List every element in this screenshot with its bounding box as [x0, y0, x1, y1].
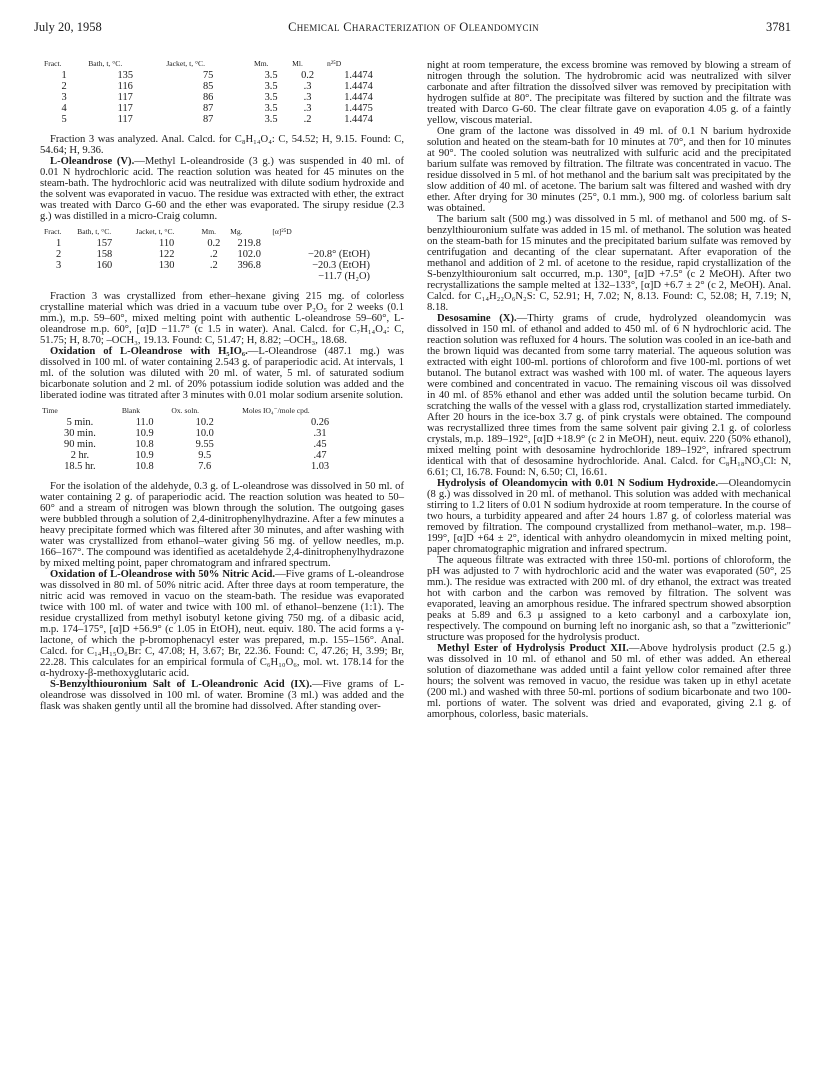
section-heading: Desosamine (X). — [437, 313, 517, 324]
t2-jacket: 122 — [158, 249, 175, 260]
distillation-table-2 — [42, 228, 372, 282]
t2-mm: .2 — [209, 249, 218, 260]
paragraph-body: —Oleandomycin (8 g.) was dissolved in 20 ml. of methanol. This solution was added with mechanical stirring to 1.2 liters of 0.01 N sodium hydroxide at room temperature. In the course of two hours, a turbidity appeared and after 24 hours 1.87 g. of colorless material was removed by filtration. The compound crystallized from methanol–water, m.p. 198–199°, [α]D +64 ± 2°, identical with anhydro oleandomycin in mixed melting point, paper chromatographic migration and infrared spectrum. — [427, 478, 791, 555]
paragraph: For the isolation of the aldehyde, 0.3 g. of L-oleandrose was dissolved in 50 ml. of water containing 2 g. of paraperiodic acid. The reaction solution was heated to 50–60° and a stream of nitrogen was blown through the solution. The outgoing gases were bubbled through a solution of 2,4-dinitrophenylhydrazine. After a few minutes a heavy precipitate formed which was filtered after 30 minutes, and after washing with water was crystallized from ethanol–water giving 56 mg. of yellow needles, m.p. 166–167°. The compound was identified as acetaldehyde 2,4-dinitrophenylhydrazone by mixed melting point, paper chromatogram and infrared spectrum. — [40, 481, 404, 569]
t1-fract: 4 — [61, 103, 67, 114]
t3-time: 2 hr. — [70, 450, 90, 461]
t1-col-nd: n²⁵D — [327, 59, 342, 68]
paragraph-body: —Above hydrolysis product (2.5 g.) was dissolved in 10 ml. of ethanol and 50 ml. of ether was added. An ethereal solution of diazomethane was added until a faint yellow color remained after three hours; the solvent was removed in vacuo, the residue was taken up in ethyl acetate (200 ml.) and washed with three 50-ml. portions of sodium bicarbonate and two 100-ml. portions of water. The solvent was dried and evaporated, giving 2.1 g. of amorphous, colorless, basic materials. — [427, 643, 792, 720]
t2-col-bath: Bath, t, °C. — [77, 227, 112, 236]
t3-col-blank: Blank — [121, 406, 140, 415]
t1-mm: 3.5 — [264, 92, 278, 103]
t3-blank: 11.0 — [135, 417, 154, 428]
right-column — [427, 60, 791, 720]
paragraph: One gram of the lactone was dissolved in 49 ml. of 0.1 N barium hydroxide solution and heated on the steam-bath for 10 minutes at 70°, and then for 10 minutes at 90°. The cooled solution was neutralized with sulfuric acid and the precipitated barium sulfate was removed by filtration. The filtrate was concentrated in vacuo. The residue dissolved in 5 ml. of hot methanol and the barium salt was precipitated by the slow addition of 40 ml. of acetone. The barium salt was filtered and washed with dry ether. After drying for 30 minutes (25°, 0.1 mm.), 900 mg. of colorless barium salt was obtained. — [427, 126, 791, 214]
t1-nd: 1.4474 — [344, 70, 373, 81]
header-page-number: 3781 — [766, 20, 791, 34]
paragraph: The aqueous filtrate was extracted with three 150-ml. portions of chloroform, the pH was adjusted to 7 with hydrochloric acid and the water was evaporated (50°, 25 mm.). The residue was extracted with 200 ml. of dry ethanol, the extract was treated hot with carbon and the carbon was removed by filtration. The solvent was evaporated, leaving an amorphous residue. The infrared spectrum showed absorption peaks at 5.89 and 6.3 μ assigned to a keto carbonyl and a carboxylate ion, respectively. The compound on burning left no inorganic ash, so that a "zwitterionic" structure was proposed for the hydrolysis product. — [427, 555, 791, 643]
section-heading: Oxidation of L-Oleandrose with 50% Nitric Acid. — [50, 569, 276, 580]
paragraph-body: —Methyl L-oleandroside (3 g.) was suspended in 40 ml. of 0.01 N hydrochloric acid. The reaction solution was heated for 45 minutes on the steam-bath. The hydrochloric acid was neutralized with dilute sodium hydroxide and the solvent was evaporated in vacuo. The residue was extracted with ether, the extract was treated with Darco G-60 and the ether was evaporated. The sirupy residue (2.3 g.) was distilled in a micro-Craig column. — [40, 156, 404, 222]
t2-bath: 160 — [96, 260, 113, 271]
t1-fract: 5 — [61, 114, 67, 125]
t1-ml: .3 — [303, 92, 312, 103]
t1-mm: 3.5 — [264, 81, 278, 92]
t2-alpha — [270, 238, 372, 249]
section-heading: Methyl Ester of Hydrolysis Product XII. — [437, 643, 629, 654]
section-heading: Hydrolysis of Oleandomycin with 0.01 N Sodium Hydroxide. — [437, 478, 719, 489]
t3-ox: 7.6 — [198, 461, 212, 472]
t2-col-alpha: [α]²⁵D — [272, 227, 292, 236]
t2-bath: 157 — [96, 238, 113, 249]
t2-fract — [42, 271, 75, 282]
t2-bath — [75, 271, 134, 282]
t2-mm — [200, 271, 229, 282]
t3-moles: 1.03 — [310, 461, 330, 472]
t1-col-fract: Fract. — [44, 59, 62, 68]
paragraph-body: —L-Oleandrose (487.1 mg.) was dissolved in 100 ml. of water containing 2.543 g. of paraperiodic acid. At intervals, 1 ml. of the solution was diluted with 20 ml. of water, 5 ml. of saturated sodium bicarbonate solution and 2 ml. of 20% potassium iodide solution was added and the liberated iodine was titrated after 3 minutes with 0.01 molar sodium arsenite solution. — [40, 346, 404, 401]
t3-moles: .45 — [313, 439, 327, 450]
t2-mm: .2 — [209, 260, 218, 271]
t1-ml: .3 — [303, 81, 312, 92]
table-row — [42, 70, 392, 81]
header-title: Chemical Characterization of Oleandomycin — [288, 20, 539, 34]
table-row — [40, 428, 400, 439]
t2-jacket: 130 — [158, 260, 175, 271]
t2-col-fract: Fract. — [44, 227, 62, 236]
table-row — [42, 271, 372, 282]
t3-ox: 9.5 — [198, 450, 212, 461]
table-row — [42, 81, 392, 92]
t3-moles: 0.26 — [310, 417, 330, 428]
t3-time: 30 min. — [64, 428, 96, 439]
t1-col-bath: Bath, t, °C. — [88, 59, 123, 68]
table-row — [42, 114, 392, 125]
t2-mg: 219.8 — [237, 238, 261, 249]
section-heading: S-Benzylthiouronium Salt of L-Oleandronic Acid (IX). — [50, 679, 313, 690]
paragraph — [427, 313, 791, 478]
t3-col-time: Time — [42, 406, 58, 415]
t1-bath: 117 — [117, 114, 133, 125]
t2-fract: 3 — [55, 260, 62, 271]
t1-fract: 1 — [61, 70, 67, 81]
t1-nd: 1.4474 — [344, 81, 373, 92]
t2-col-mm: Mm. — [201, 227, 217, 236]
t1-nd: 1.4474 — [344, 114, 373, 125]
table-row — [42, 249, 372, 260]
t1-jacket: 75 — [202, 70, 214, 81]
paragraph — [427, 643, 791, 720]
t3-time: 90 min. — [64, 439, 96, 450]
t2-col-jacket: Jacket, t, °C. — [135, 227, 175, 236]
t1-col-jacket: Jacket, t, °C. — [166, 59, 206, 68]
t3-ox: 10.2 — [195, 417, 214, 428]
periodate-table — [40, 407, 400, 472]
left-column — [40, 60, 404, 712]
t2-alpha: −20.8° (EtOH) — [308, 249, 370, 260]
t1-ml: .3 — [303, 103, 312, 114]
t3-ox: 9.55 — [195, 439, 214, 450]
t1-fract: 3 — [61, 92, 67, 103]
table-row — [42, 103, 392, 114]
paragraph: Fraction 3 was crystallized from ether–hexane giving 215 mg. of colorless crystalline material which was dried in a vacuum tube over P₂O₅ for 2 weeks (0.1 mm.), m.p. 59–60°, mixed melting point with authentic L-oleandrose 59–60°, L-oleandrose m.p. 60°, [α]D −11.7° (c 1.5 in water). Anal. Calcd. for C₇H₁₄O₄: C, 51.75; H, 8.70; –OCH₃, 19.13. Found: C, 51.47; H, 8.82; –OCH₃, 18.68. — [40, 291, 404, 346]
t2-col-mg: Mg. — [230, 227, 243, 236]
table-row — [40, 450, 400, 461]
t1-jacket: 86 — [202, 92, 214, 103]
t3-time: 18.5 hr. — [64, 461, 96, 472]
table-row — [42, 238, 372, 249]
t1-jacket: 87 — [202, 103, 214, 114]
t2-mg: 102.0 — [237, 249, 261, 260]
paragraph — [40, 569, 404, 679]
t2-alpha: −11.7 (H₂O) — [318, 271, 370, 282]
distillation-table-1 — [42, 60, 392, 125]
paragraph: The barium salt (500 mg.) was dissolved in 5 ml. of methanol and 500 mg. of S-benzylthiouronium sulfate was added in 15 ml. of methanol. The solution was heated on the steam-bath for 15 minutes and the precipitated barium sulfate was removed by centrifugation and decanting of the clear supernatant. After evaporation of the methanol and addition of 2 ml. of acetone to the residue, rapid crystallization of the S-benzylthiouronium salt occurred, m.p. 130°, [α]D +7.5° (c 2 MeOH). After two recrystallizations the sample melted at 132–133°, [α]D +6.7 ± 2° (c 2, MeOH). Anal. Calcd. for C₁₄H₂₂O₆N₂S: C, 52.91; H, 7.02; N, 8.13. Found: C, 52.08; H, 7.19; N, 8.18. — [427, 214, 791, 313]
t1-mm: 3.5 — [264, 103, 278, 114]
paragraph-body: —Thirty grams of crude, hydrolyzed oleandomycin was dissolved in 150 ml. of ethanol and added to 450 ml. of 6 N hydrochloric acid. The reaction solution was refluxed for 4 hours. The solution was cooled in an ice-bath and the brown liquid was decanted from some tarry material. The aqueous solution was extracted with eight 100-ml. portions of chloroform and five 100-ml. portions of wet butanol. The butanol extract was washed with 100 ml. of water. The aqueous layers were combined and concentrated in vacuo. The remaining viscous oil was dissolved in 40 ml. of 85% ethanol and ether was added until the solution became turbid. On scratching the walls of the vessel with a glass rod, crystallization started immediately. After 20 hours in the ice-box 3.7 g. of pink crystals were obtained. The compound was recrystallized three times from the same solvent pair giving 2.1 g. of colorless crystals, m.p. 189–192°, [α]D +18.9° (c 2 in MeOH), neut. equiv. 220 (50% ethanol), mixed melting point with desosamine hydrochloride 189–192°, infrared spectrum identical with that of desosamine hydrochloride. Anal. Calcd. for C₈H₁₈NO₃Cl: N, 6.61; Cl, 16.78. Found: N, 6.50; Cl, 16.61. — [427, 313, 791, 478]
t2-mg — [228, 271, 270, 282]
t3-moles: .47 — [313, 450, 327, 461]
table-row — [40, 439, 400, 450]
t2-jacket: 110 — [159, 238, 175, 249]
t2-jacket — [134, 271, 200, 282]
t1-bath: 135 — [117, 70, 134, 81]
t3-col-ox: Ox. soln. — [171, 406, 200, 415]
paragraph — [40, 156, 404, 222]
t1-bath: 117 — [117, 92, 133, 103]
paragraph — [427, 478, 791, 555]
paragraph — [40, 346, 404, 401]
t2-mg: 396.8 — [237, 260, 261, 271]
t3-blank: 10.8 — [135, 439, 154, 450]
table-row — [42, 92, 392, 103]
t3-blank: 10.9 — [135, 428, 154, 439]
t1-col-ml: Ml. — [292, 59, 303, 68]
paragraph-body: —Five grams of L-oleandrose was dissolved in 80 ml. of 50% nitric acid. After three days at room temperature, the nitric acid was removed in vacuo on the steam-bath. The residue was evaporated twice with 100 ml. of water and twice with 100 ml. of ethanol–benzene (1:1). The residue crystallized from methyl isobutyl ketone giving 750 mg. of a dibasic acid, m.p. 174–175°, [α]D +56.9° (c 1.05 in EtOH), neut. equiv. 180. The acid forms a γ-lactone, of which the p-bromophenacyl ester was prepared, m.p. 155–156°. Anal. Calcd. for C₁₄H₁₅O₆Br: C, 47.08; H, 3.67; Br, 22.36. Found: C, 47.26; H, 3.99; Br, 22.28. This calculates for an empirical formula of C₆H₁₀O₆, mol. wt. 178.14 for the α-hydroxy-β-methoxyglutaric acid. — [40, 569, 404, 679]
t1-mm: 3.5 — [264, 70, 278, 81]
t3-ox: 10.0 — [195, 428, 214, 439]
t1-bath: 116 — [117, 81, 133, 92]
table-row — [40, 417, 400, 428]
t2-fract: 1 — [55, 238, 62, 249]
t2-mm: 0.2 — [207, 238, 221, 249]
t1-fract: 2 — [61, 81, 67, 92]
paragraph: Fraction 3 was analyzed. Anal. Calcd. for C₈H₁₄O₄: C, 54.52; H, 9.15. Found: C, 54.64; H, 9.36. — [40, 134, 404, 156]
t1-ml: .2 — [303, 114, 312, 125]
table-row — [42, 260, 372, 271]
t1-col-mm: Mm. — [254, 59, 269, 68]
t3-time: 5 min. — [66, 417, 94, 428]
t1-bath: 117 — [117, 103, 133, 114]
t2-fract: 2 — [55, 249, 62, 260]
t1-mm: 3.5 — [264, 114, 278, 125]
t2-bath: 158 — [96, 249, 113, 260]
section-heading: Oxidation of L-Oleandrose with H₅IO₆. — [50, 346, 248, 357]
paragraph-body: —Five grams of L-oleandrose was dissolved in 100 ml. of water. Bromine (3 ml.) was added and the flask was shaken gently until all the bromine had dissolved. After standing over- — [40, 679, 404, 712]
header-date: July 20, 1958 — [34, 20, 102, 34]
t3-blank: 10.8 — [135, 461, 154, 472]
t3-moles: .31 — [313, 428, 327, 439]
t3-col-moles: Moles IO₄⁻/mole cpd. — [242, 406, 310, 415]
paragraph: night at room temperature, the excess bromine was removed by blowing a stream of nitrogen through the solution. The hydrobromic acid was neutralized with silver carbonate and after filtration the dissolved silver was removed by precipitation with hydrogen sulfide at 80°. The precipitate was filtered by suction and the filtrate was treated with Darco G-60. The clear filtrate gave on evaporation 4.05 g. of a faintly yellow, viscous material. — [427, 60, 791, 126]
t2-alpha: −20.3 (EtOH) — [312, 260, 370, 271]
t1-jacket: 87 — [202, 114, 214, 125]
t1-ml: 0.2 — [301, 70, 315, 81]
section-heading: L-Oleandrose (V). — [50, 156, 135, 167]
t1-nd: 1.4475 — [344, 103, 373, 114]
t1-jacket: 85 — [202, 81, 214, 92]
paragraph — [40, 679, 404, 712]
t1-nd: 1.4474 — [344, 92, 373, 103]
table-row — [40, 461, 400, 472]
t3-blank: 10.9 — [135, 450, 154, 461]
